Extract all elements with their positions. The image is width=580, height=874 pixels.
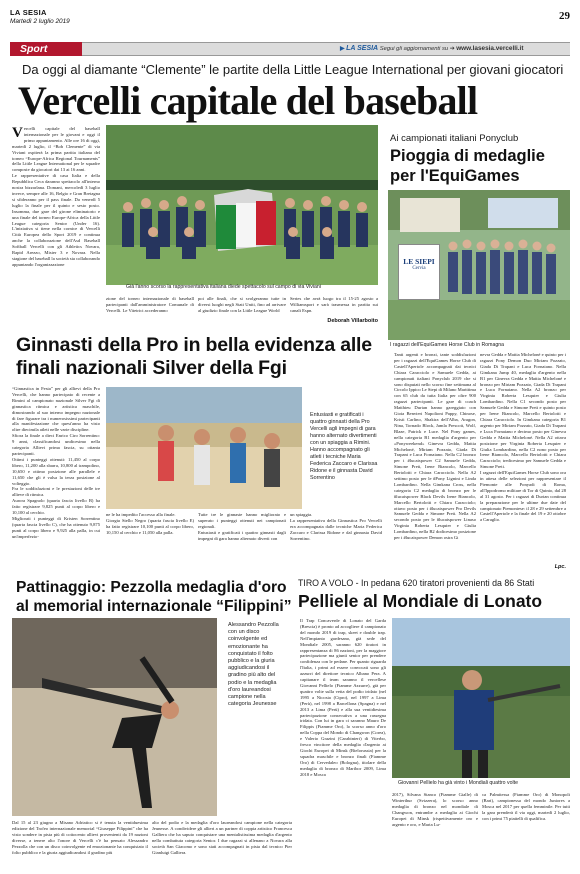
tab-icon: ▶ bbox=[340, 46, 345, 52]
ginnasti-text-3: Tutte tre le ginnaste hanno migliorato e superato i punteggi ottenuti nei campionati regionali. Entusiasti e gratificati i quattro ginnasti dagli impegni di gara hanno alternato diverti con bbox=[198, 512, 286, 541]
skater-photo bbox=[12, 618, 217, 816]
skater-image bbox=[12, 618, 217, 816]
equi-text-2: nevra Gedda e Mattia Micheloné e quinto per i ragazzi Pony Demon Duo Miriam Pozzato, Giada Di Trapani e Luca Fornaiano. Nella Gimkana Jump 40, medaglia d'argento nella B1 per Ginevra Gedda e Mattia Micheloné e bronzo per Miriam Pozzato, Giada Di Trapani e Luca Fornaiano. Nella A2 bronzo per Virginia Roberta Lesquier e Giulia Lombardino. Nella C1 secondo posto per Samuele Gedda e Simone Preti e quinto posto per Irene Biancolo, Marcello Bertolotti e Chiara Caracciolo. In Gimkana categoria B1 argento per Miriam Pozzato, Giada Di Trapani e Luca Fornaiano e decimo posto per Ginevra Gedda e Mattia Micheloné. Nella A2 ottava posizione per Virginia Roberta Lesquier e Giulia Lombardino, nella C2 nono posto per Irene Biancolo, Marcello Bertolotti e Chiara Caracciolo; tredicesimo per Samuele Gedda e Simone Preti. I ragazzi dell'EquiGames Horse Club sono ora in attesa delle selezioni per rappresentare il Piemonte alle Ponyadi di Roma, all'Ippodromo militare di Tor di Quinto, dal 28 al 31 agosto. Per i ragazzi di Durtan continua la preparazione per le ultime due date del campionato Piemontese: il 28 e 29 settembre a Castell'Apertole e la finale del 19 e 20 ottobre a Caraglio. bbox=[480, 352, 566, 523]
ginnasti-photo-caption: Entusiasti e gratificati i quattro ginnasti della Pro Vercelli agli impegni di gara hanno alternato divertimenti con un spiaggia a Rimini. Hanno accompagnato gli atleti i tecniche Maria Federica Zaccaro e Clarissa Ridone e il ginnasta David Sorrentino bbox=[310, 412, 378, 481]
follow-brand: LA SESIA bbox=[346, 45, 379, 52]
drop-cap: V bbox=[12, 125, 23, 141]
skater-photo-caption: Alessandro Pezzolla con un disco coinvolgente ed emozionante ha conquistato il folto pubblico e la giuria aggiudicandosi il gradino più alto del podio e la medaglia d'oro laureandosi campione nella categoria Jeunesse bbox=[228, 622, 279, 708]
equi-text-1: Tanti argenti e bronzi, tante soddisfazioni per i ragazzi dell'EquiGames Horse Club di Castell'Apertole accompagnati dai tecnici Chiara Caracciolo e Samuele Gedda, ai campionati italiani Ponyclub 2019 che si sono disputati nello scorso fine settimana al Circolo Ippico Le Siepi di Milano Marittima con 65 club da tutta Italia per oltre 900 ragazzi partecipanti. Le gare di coach Matthieu Durtan hanno gareggiato con Gioia Benvieri Napolioni Pappy, Chinose, Kristi Carlino, Shakira dell'Alba, Aragon, Nina, Tornado Block, Jamla Prescott, Wolf, Blaze, Patrick e Luce. Nel Pony games, nella categoria B1 medaglia d'argento per «Ponyweekend» Ginevra Gedda, Mattia Micheloné, Miriam Pozzato, Giada Di Trapani e Luca Fornaiano. Nella C2 bronzo per i #lucaispower C2 Samuele Gedda, Simone Preti, Irene Biancolo, Marcello Bertolotti e Chiara Caracciolo. Nella A2 settimo posto per le #Pony Lignini e Linda Lombardino. Nella Gimkana Cross, nella categoria C2 medaglia di bronzo per le #lucaispower Black Devils Irene Biancolo, Marcello Bertolotti e Chiara Caracciolo; ottavo posto per i #lucaispower Pro Devils Samuele Gedda e Simone Preti. Nella A2 secondo posto per le #lucaispower Linaso Virginia Roberta Lesquier e Giulia Lombardino, nella B2 dodicesimo posizione per i #lucaispower Demon ostra Gi bbox=[394, 352, 478, 541]
lead-text-3: poi alle finali, che si svolgeranno tutte in diversi luoghi negli Stati Uniti, fino ad arrivare al giudizio finale con la Little League World bbox=[198, 296, 288, 313]
lead-byline: Deborah Villarboito bbox=[327, 318, 378, 324]
lead-headline: Vercelli capitale del baseball bbox=[18, 78, 478, 123]
lead-text-2: zione del torneo internazionale di baseball partecipanti dall'amministratore Comunale di Vercelli. Le Vitetrici accederanno bbox=[106, 296, 196, 313]
section-name: Sport bbox=[20, 43, 48, 55]
tiro-text-3: ca Palmitessa (Fiamme Oro) di Monopoli (Bari), campionessa del mondo Juniores a Mosca nel 2017 per quella femminile. Per tutti la gara prenderà il via oggi, martedì 2 luglio, con i primi 75 piattelli di qualifica. bbox=[482, 792, 572, 821]
baseball-team-photo bbox=[106, 125, 378, 285]
lead-kicker: Da oggi al diamante “Clemente” le partite della Little League International per giovani giocatori bbox=[22, 62, 564, 77]
equi-headline: Pioggia di medaglie per l'EquiGames bbox=[390, 147, 545, 185]
ginnasti-headline: Ginnasti della Pro in bella evidenza alle finali nazionali Silver della Fgi bbox=[16, 334, 372, 379]
pellielo-photo bbox=[392, 618, 570, 778]
tiro-headline: Pelliele al Mondiale di Lonato bbox=[298, 591, 543, 611]
ginnasti-text-2: ne le ha impedito l'accesso alla finale. Giorgia Stello Negro (quarta fascia livello E) ha fatto registrare 10,100 punti al corpo libero, 10,150 al cerchio e 11,050 alla palla. bbox=[106, 512, 194, 535]
pattinaggio-text-2: alto del podio e la medaglia d'oro laureandosi campione nella categoria Jeunesse. A condividere gli allieri a un partner di coppia artistico Francesca Galliera che ha saputo conquistare una mentalistissima medaglia d'argento nella combattuta categoria Senior. I due ragazzi si allenano a Novara alla società San Giacomo e sono stati accompagnati in pista dal tecnico Pier Gianluigi Galliera. bbox=[152, 820, 294, 855]
pellielo-photo-caption: Giovanni Pellielo ha già vinto i Mondiali quattro volte bbox=[398, 780, 518, 786]
baseball-photo-caption: Già l'anno scorso la rappresentativa italiana diede spettacolo sul campo di via Viviani bbox=[126, 284, 321, 290]
lead-body-col1 bbox=[12, 126, 100, 328]
tiro-text-1: Il Trap Concaverde di Lonato del Garda (Brescia) è pronto ad accogliere il campionato del mondo 2019 di trap, skeet e double trap. Nell'impianto gardesano, già sede del Mondiale 2005, saranno 620 tiratori in rappresentanza di 86 nazioni, per la maggiore partecipazione ma giunti senior per prendere confidenza con le pedane. Per quanto riguarda l'Italia, i primi ad essere convocati sono gli azzurri del direttore tecnico Albano Pera. A capitanare il team saranno il vercellese Giovanni Pellielo (Fiamme Azzurre), già per quattro volte sulla vetta del podio iridato (nel 1995 a Nicosia (Cipro), nel 1997 a Lima (Perù), nel 1998 a Barcellona (Spagna) e nel 2013 a Lima (Perù) e alla sua ventidiesima partecipazione consecutiva a una rassegna iridata. Con lui in gara ci saranno Mauro De Filippis (Fiamme Oro), lo scorso anno d'oro nella Coppa del Mondo di Changwon (Corea), e Valerio Grazini (Carabinieri) di Viterbo, fresco vincitore della medaglia d'argento ai Giochi Europei di Minsk (Bielorussia) per la squadra maschile e bronzo finali (Fiamme Oro) di Cervedaleo (Bologna), titolare della medaglia di bronzo di Maribor 2009, Lima 2018 e Mosca bbox=[300, 618, 388, 777]
gymnasts-photo bbox=[106, 387, 302, 509]
equi-kicker: Ai campionati italiani Ponyclub bbox=[390, 133, 519, 144]
lead-text-4: Series che avrà luogo tra il 15-25 agosto a Williamsport e sarà trasmessa in partita sui canali Espn. bbox=[290, 296, 380, 313]
le-siepi-banner bbox=[398, 244, 440, 300]
issue-date: Martedì 2 luglio 2019 bbox=[10, 18, 70, 25]
follow-arrow-icon: ➔ bbox=[449, 46, 455, 52]
banner-subtitle: Cervia bbox=[412, 266, 426, 271]
pattinaggio-text-1: Dal 15 al 23 giugno a Misano Adriatico si è tenuta la ventiduesima edizione del Trofeo internazionale memorial “Giuseppe Filippini” che ha visto sondere in pista più di cottocento allievi provenienti da 19 nazioni diverse, a tenere alto l'onore di Vercelli c'è ha pensato Alessandro Pezzolla che con un disco coinvolgente ed emozionante ha conquistato il folto pubblico e la giuria aggiudicandosi il gradino più bbox=[12, 820, 150, 855]
lead-text-1: ercelli capitale del baseball internazionale per le giovani e oggi il primo appuntamento. Alle ore 16 di oggi, martedì 2 luglio, il “Bob Clemente” di via Viviani ospiterà la prima partita italiana del torneo “Europe-Africa Regional Tournaments” della Little League International per le squadre composte da giocatori dai 13 ai 16 anni. Le rappresentative di casa Italia e della Repubblica Ceca daranno spettacolo all'interno nostra bizzarlana. Domani, mercoledì 3 luglio invece, sempre alle 16, Belgio e Gran Bretagna si sfideranno per il pass finale. Da venerdì 5 luglio la finale per il quinto e sesto posto. Insomma, due gare del girone eliminatorio e una finale del torneo Europe-Africa della Little League categoria Senior (Under 16). L'iniziativa si tiene nella cornice di Vercelli Città Europea dello Sport 2019 e continua anche la collaborazione dell'Asd Baseball Softball Vercelli con gli Athletics Novara, Rapid Arezzo, Mister 3 e Novara. Nella stagione del baseball la società sta collaborando appuntando l'organizzazione bbox=[12, 126, 101, 267]
equi-photo bbox=[388, 190, 570, 340]
follow-url[interactable]: www.lasesia.vercelli.it bbox=[456, 45, 524, 52]
follow-line[interactable] bbox=[340, 44, 523, 54]
banner-title: LE SIEPI bbox=[403, 257, 435, 266]
baseball-photo bbox=[106, 125, 378, 285]
shooter-image bbox=[392, 618, 570, 778]
ginnasti-text-4: un spiaggia. La rappresentativa della Ginnastica Pro Vercelli era accompagnata dalle tecniche Maria Federica Zaccaro e Clarissa Ridone e dal ginnasta David Sorrentino. bbox=[290, 512, 382, 541]
ginnasti-text-1: “Ginnastica in Festa” per gli allievi della Pro Vercelli, che hanno partecipato di recente a Rimini al campionato nazionale Silver Fgi di ginnastica ritmica e artistica maschile, dimostrando al suo interno impegno nazionale di fare figurare tra i numerosissimi partecipanti alla manifestazione che quest'anno ha visto oltre diecimila atleti nelle varie discipline. Sfiora la finale a dieci Enrico Ciro Sorrentino: 9 anni, classificandosi undicesimo nella categoria Allievi prima fascia, su ottanta partecipanti. Ottimi i punteggi ottenuti: 11,450 al corpo libero, 11,200 alla sbarra, 10,800 al trampolino, 10,650 e ottimo posizione alle parallele e 11,650 che gli è valsa la terza posizione al volteggio. Fra le soddisfazioni e le prestazioni delle tre allieve di ritmica. Aurora Spagnolo (quarta fascia livello B) ha fatto registrare 9,825 punti al corpo libero e 10,100 al cerchio. Migliorati i punteggi di Kristen Sorrentino (quarta fascia livello C), che ha ottenuto 9,875 punti al corpo libero e 9,925 alla palla, in cui un'imperfezio- bbox=[12, 386, 100, 539]
follow-text: Segui gli aggiornamenti su bbox=[379, 46, 449, 52]
pattinaggio-headline: Pattinaggio: Pezzolla medaglia d'oro al memorial internazionale “Filippini” bbox=[16, 579, 292, 615]
equi-byline: Lpc. bbox=[554, 564, 566, 570]
tiro-text-2: 2017), Silvana Stanco (Fiamme Gialle) di Winterthur (Svizzera), lo scorso anno medaglia di bronzo nel mondiale di Changwon, entrambe a medaglia ai Giochi Europei di Minsk (rispettivamente oro e argento e oro, e Maria Lu- bbox=[392, 792, 480, 827]
equi-photo-caption: I ragazzi dell'EquiGames Horse Club in Romagna bbox=[390, 342, 505, 348]
page-number: 29 bbox=[559, 10, 570, 22]
ginnasti-photo bbox=[106, 387, 302, 509]
tiro-kicker: TIRO A VOLO - In pedana 620 tiratori provenienti da 86 Stati bbox=[298, 578, 535, 588]
section-label bbox=[10, 42, 82, 56]
paper-name: LA SESIA bbox=[10, 8, 47, 17]
